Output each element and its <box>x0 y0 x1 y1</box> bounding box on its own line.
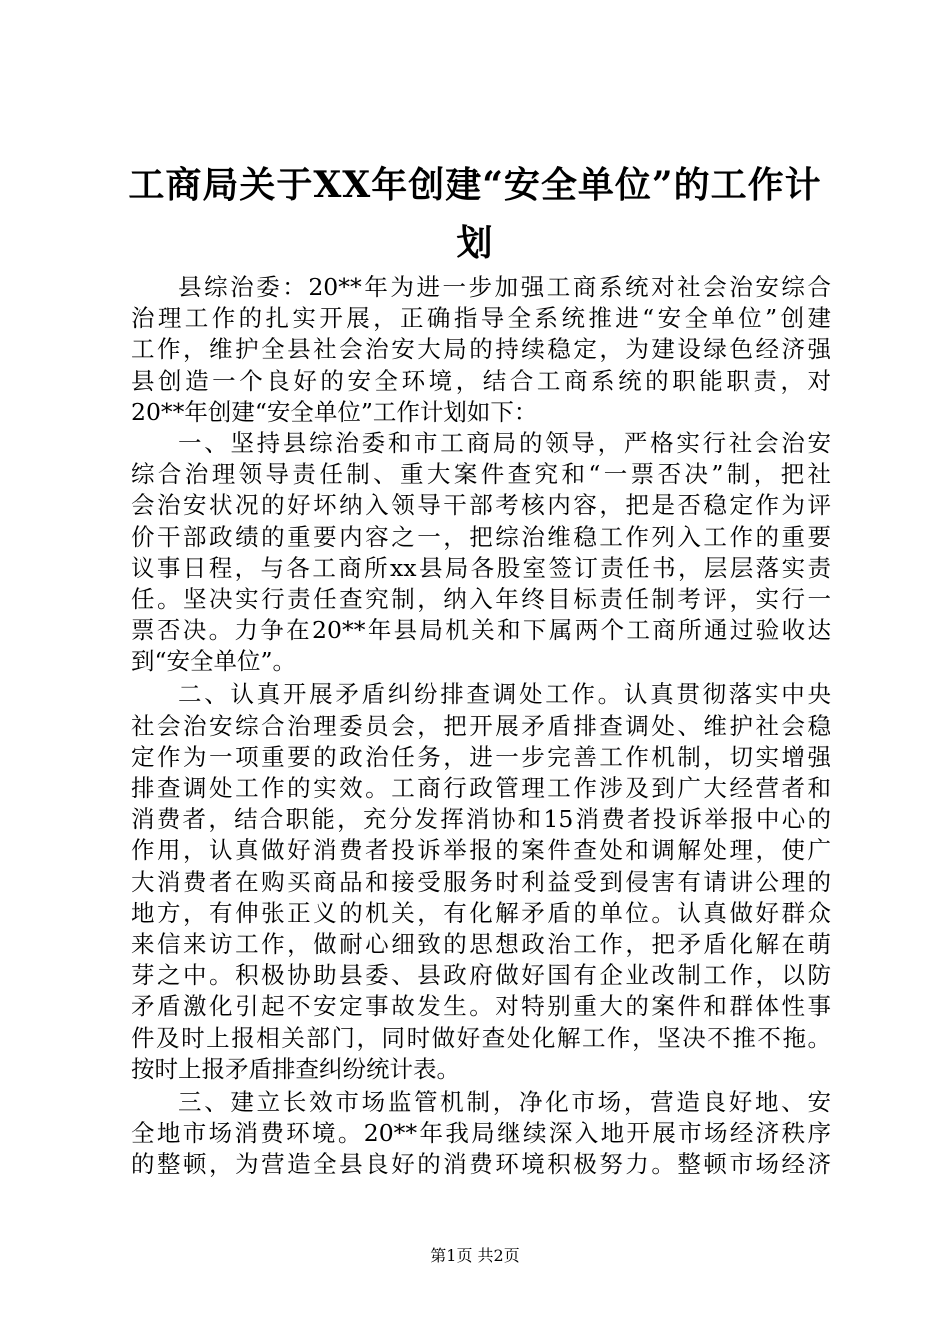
body-line: 到“安全单位”。 <box>131 647 297 676</box>
document-body <box>131 272 831 1180</box>
body-line: 任。坚决实行责任查究制，纳入年终目标责任制考评，实行一 <box>131 584 831 613</box>
body-line: 县综治委：20**年为进一步加强工商系统对社会治安综合 <box>178 273 831 301</box>
page-footer: 第1页 共2页 <box>430 1246 520 1265</box>
body-line: 芽之中。积极协助县委、县政府做好国有企业改制工作，以防 <box>131 961 831 990</box>
body-line: 矛盾激化引起不安定事故发生。对特别重大的案件和群体性事 <box>131 992 831 1021</box>
body-line: 三、建立长效市场监管机制，净化市场，营造良好地、安 <box>178 1087 831 1116</box>
body-line: 件及时上报相关部门，同时做好查处化解工作，坚决不推不拖。 <box>131 1023 831 1052</box>
body-line: 社会治安综合治理委员会，把开展矛盾排查调处、维护社会稳 <box>131 711 831 740</box>
body-line: 治理工作的扎实开展，正确指导全系统推进“安全单位”创建 <box>131 304 831 333</box>
body-line: 按时上报矛盾排查纠纷统计表。 <box>131 1054 460 1083</box>
body-line: 作用，认真做好消费者投诉举报的案件查处和调解处理，使广 <box>131 836 831 865</box>
body-line: 的整顿，为营造全县良好的消费环境积极努力。整顿市场经济 <box>131 1150 831 1179</box>
body-line: 会治安状况的好坏纳入领导干部考核内容，把是否稳定作为评 <box>131 491 831 520</box>
body-line: 地方，有伸张正义的机关，有化解矛盾的单位。认真做好群众 <box>131 898 831 927</box>
body-line: 大消费者在购买商品和接受服务时利益受到侵害有请讲公理的 <box>131 867 831 896</box>
body-line: 消费者，结合职能，充分发挥消协和15消费者投诉举报中心的 <box>131 805 831 834</box>
body-line: 定作为一项重要的政治任务，进一步完善工作机制，切实增强 <box>131 742 831 771</box>
body-line: 二、认真开展矛盾纠纷排查调处工作。认真贯彻落实中央 <box>178 680 831 709</box>
body-line: 县创造一个良好的安全环境，结合工商系统的职能职责，对 <box>131 366 831 395</box>
title-line-2: 划 <box>456 222 494 264</box>
body-line: 议事日程，与各工商所xx县局各股室签订责任书，层层落实责 <box>131 553 831 582</box>
body-line: 20**年创建“安全单位”工作计划如下： <box>131 397 538 426</box>
body-line: 一、坚持县综治委和市工商局的领导，严格实行社会治安 <box>178 428 831 457</box>
document-title <box>120 156 830 272</box>
body-line: 排查调处工作的实效。工商行政管理工作涉及到广大经营者和 <box>131 774 831 802</box>
body-line: 来信来访工作，做耐心细致的思想政治工作，把矛盾化解在萌 <box>131 929 831 958</box>
body-line: 票否决。力争在20**年县局机关和下属两个工商所通过验收达 <box>131 616 831 645</box>
body-line: 工作，维护全县社会治安大局的持续稳定，为建设绿色经济强 <box>131 335 831 364</box>
body-line: 价干部政绩的重要内容之一，把综治维稳工作列入工作的重要 <box>131 522 831 551</box>
body-line: 全地市场消费环境。20**年我局继续深入地开展市场经济秩序 <box>131 1119 831 1148</box>
title-line-1: 工商局关于XX年创建“安全单位”的工作计 <box>128 164 822 206</box>
body-line: 综合治理领导责任制、重大案件查究和“一票否决”制，把社 <box>131 460 831 489</box>
